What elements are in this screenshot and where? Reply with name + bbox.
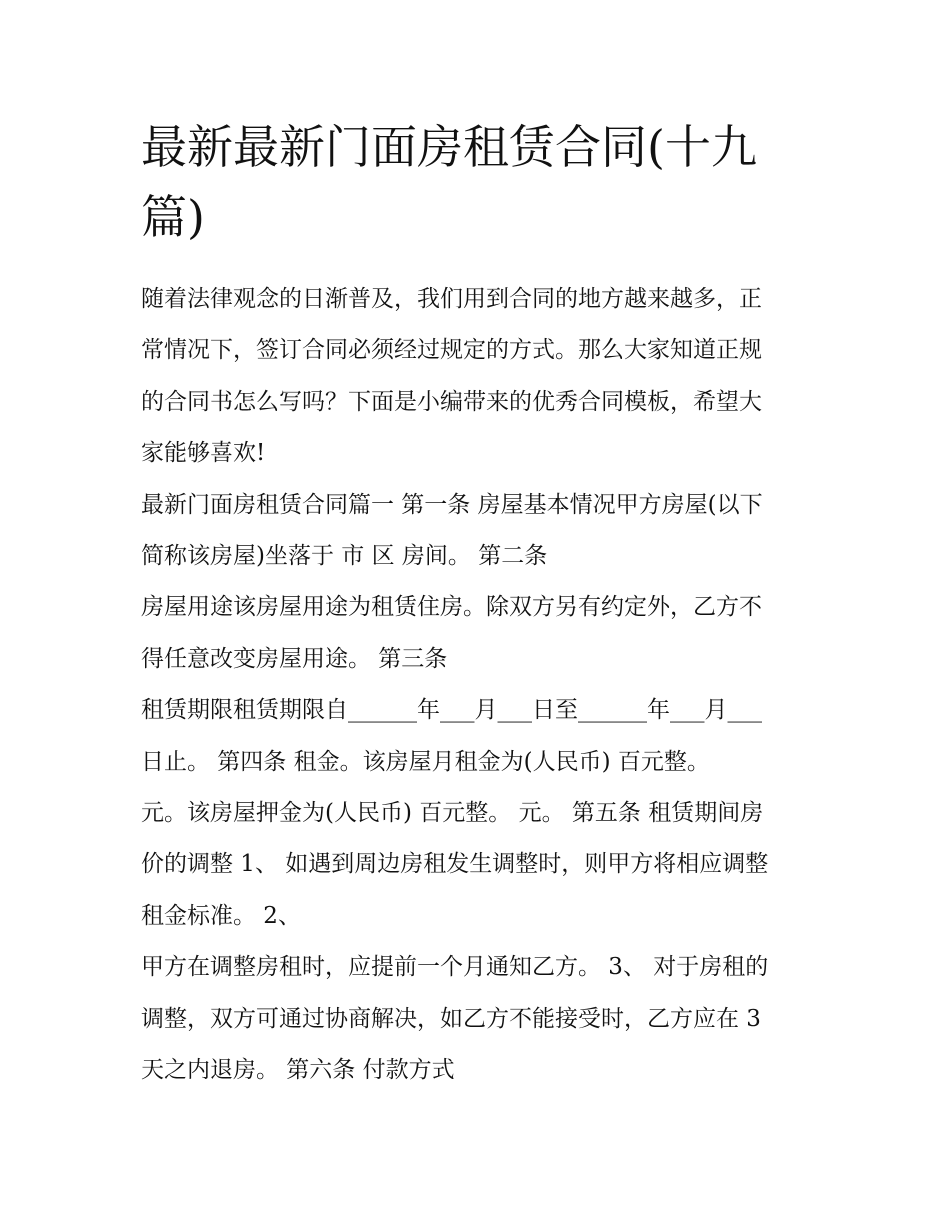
- clause-paragraph: [141, 685, 813, 788]
- text-line: 天之内退房。 第六条 付款方式: [141, 1057, 455, 1084]
- intro-paragraph: [141, 274, 813, 480]
- text-line: 家能够喜欢!: [141, 440, 266, 467]
- text-line: 调整，双方可通过协商解决，如乙方不能接受时，乙方应在 3: [141, 1005, 761, 1032]
- text-line: 常情况下，签订合同必须经过规定的方式。那么大家知道正规: [141, 337, 762, 364]
- clause-paragraph: [141, 480, 813, 583]
- text-line: 的合同书怎么写吗？下面是小编带来的优秀合同模板，希望大: [141, 388, 762, 415]
- text-line: 元。该房屋押金为(人民币) 百元整。 元。 第五条 租赁期间房: [141, 800, 764, 827]
- clause-paragraph: [141, 942, 813, 1096]
- text-line: 简称该房屋)坐落于 市 区 房间。 第二条: [141, 543, 548, 570]
- text-line: 租金标准。 2、: [141, 902, 301, 929]
- clause-paragraph: [141, 788, 813, 942]
- document-body: [141, 112, 813, 1097]
- text-line: 价的调整 1、 如遇到周边房租发生调整时，则甲方将相应调整: [141, 851, 769, 878]
- text-line: 房屋用途该房屋用途为租赁住房。除双方另有约定外，乙方不: [141, 594, 762, 621]
- title-line: 最新最新门面房租赁合同(十九: [141, 120, 757, 174]
- text-line: 租赁期限租赁期限自______年___月___日至______年___月___: [141, 697, 762, 724]
- text-line: 最新门面房租赁合同篇一 第一条 房屋基本情况甲方房屋(以下: [141, 491, 763, 518]
- text-line: 日止。 第四条 租金。该房屋月租金为(人民币) 百元整。: [141, 748, 710, 775]
- text-line: 甲方在调整房租时，应提前一个月通知乙方。 3、 对于房租的: [141, 954, 769, 981]
- text-line: 得任意改变房屋用途。 第三条: [141, 645, 448, 672]
- title-line: 篇): [141, 190, 205, 244]
- text-line: 随着法律观念的日渐普及，我们用到合同的地方越来越多，正: [141, 286, 762, 312]
- clause-paragraph: [141, 582, 813, 685]
- document-title: [141, 112, 813, 252]
